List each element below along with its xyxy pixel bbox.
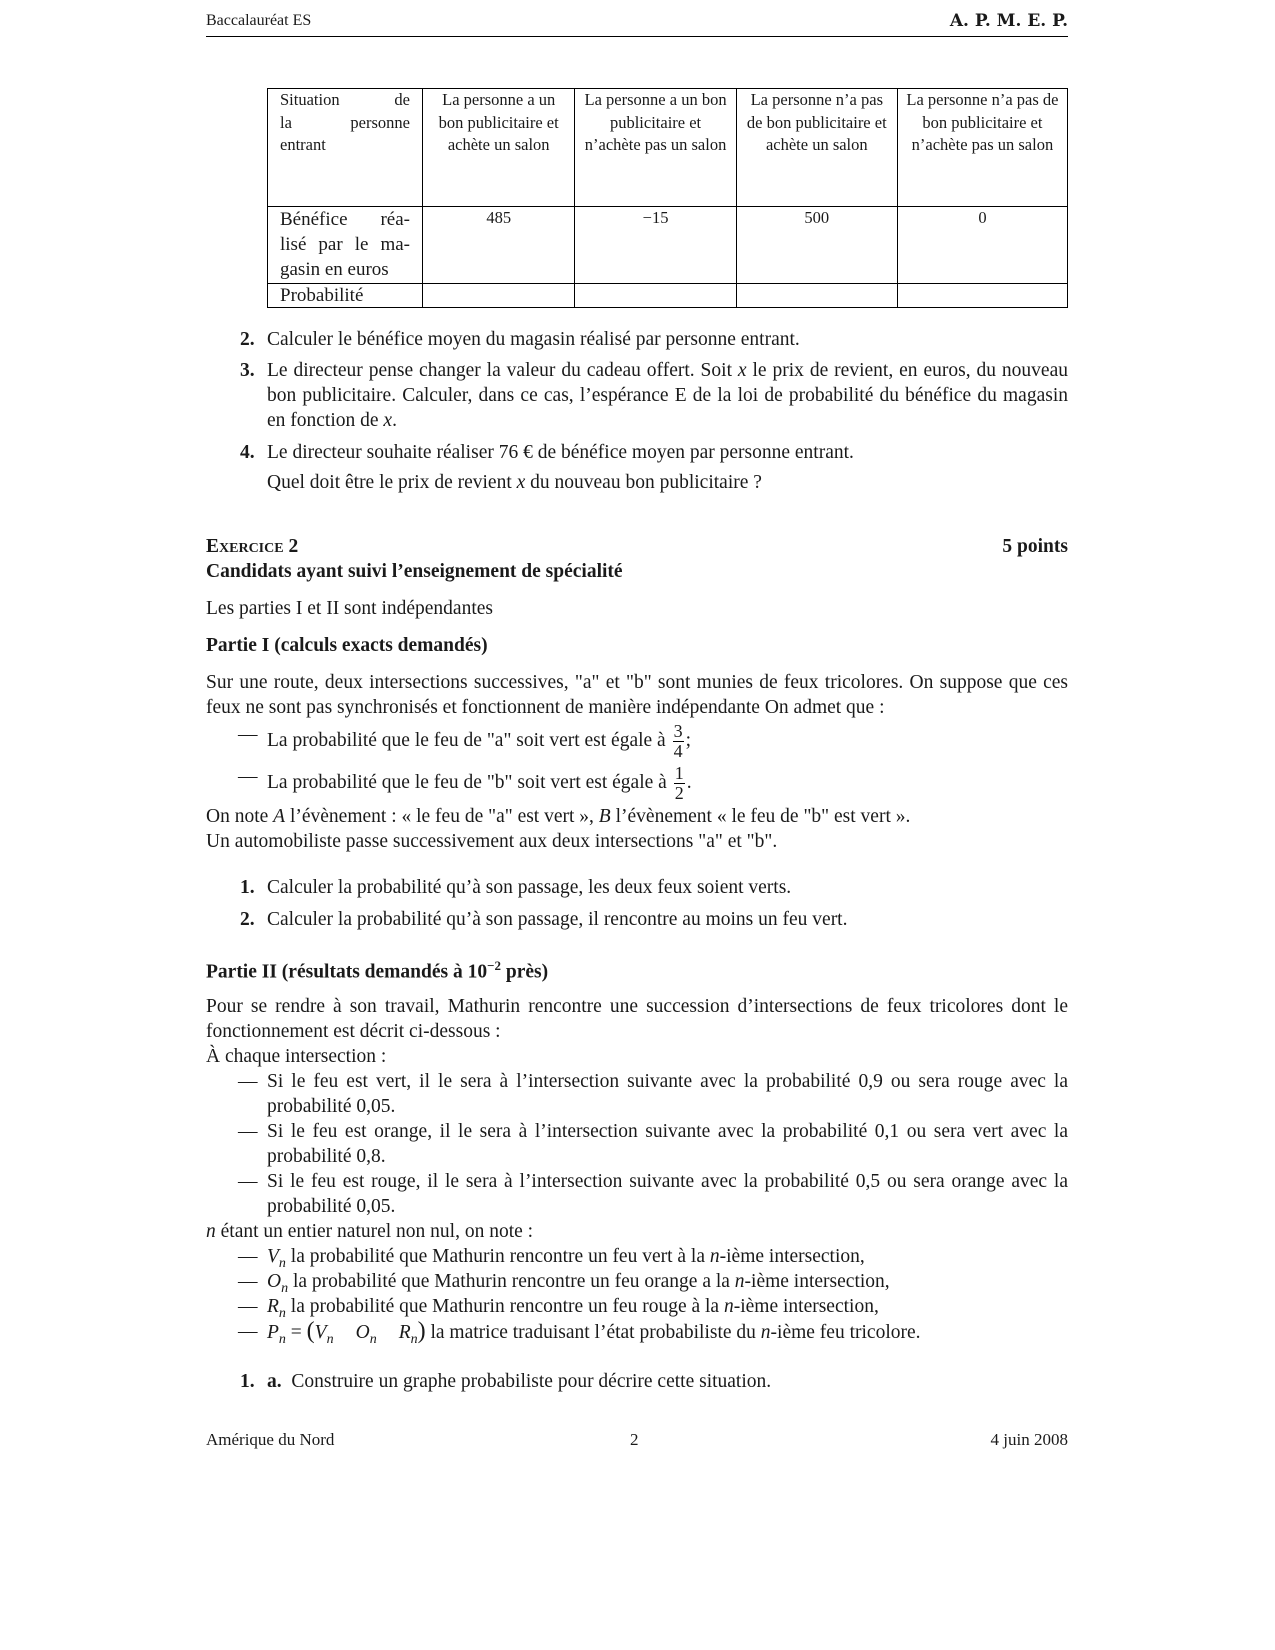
text-line	[267, 470, 1068, 495]
subscript-n: n	[278, 1255, 286, 1271]
subscript-n: n	[410, 1331, 418, 1347]
page-number: 2	[630, 1430, 639, 1449]
text-span: ;	[685, 729, 692, 751]
symbol-o: O	[267, 1271, 282, 1292]
exponent: −2	[487, 958, 502, 973]
event-b: B	[598, 806, 611, 827]
table-row-label: Bénéfice réa- lisé par le ma- gasin en euros	[268, 207, 423, 284]
text-span: près)	[501, 961, 549, 983]
label-word: la	[280, 112, 292, 132]
text-span: Quel doit être le prix de revient	[267, 472, 517, 493]
symbol-v: V	[267, 1246, 279, 1267]
question-number: 2.	[240, 909, 255, 930]
table-row	[268, 207, 1068, 284]
table-cell	[575, 284, 736, 308]
bullet-1	[206, 722, 1068, 762]
symbol-p: P	[267, 1322, 279, 1343]
table-cell	[423, 284, 575, 308]
subscript-n: n	[281, 1280, 289, 1296]
table-cell	[897, 284, 1067, 308]
text-span: La probabilité que le feu de "a" soit vert est égale à	[267, 729, 666, 751]
text-span: du nouveau bon publicitaire ?	[525, 472, 762, 493]
exercise-2-heading	[206, 534, 1068, 559]
matrix-bracket: (	[306, 1318, 315, 1344]
label-word: Situation	[280, 90, 340, 109]
variable-n: n	[734, 1271, 745, 1292]
text-span: Le directeur pense changer la valeur du cadeau offert. Soit	[267, 360, 738, 381]
text-span: La probabilité que le feu de "b" soit vert est égale à	[267, 771, 667, 793]
table-row	[268, 89, 1068, 207]
partie-1-title: Partie I (calculs exacts demandés)	[206, 635, 488, 656]
text-span: -ième intersection,	[744, 1271, 890, 1292]
variable-x: x	[737, 360, 747, 381]
numerator: 3	[673, 721, 683, 741]
header-right: A. P. M. E. P.	[949, 11, 1068, 31]
question-text	[267, 440, 1068, 495]
text-span: Construire un graphe probabiliste pour décrire cette situation.	[291, 1371, 772, 1392]
rule-3	[206, 1169, 1068, 1219]
question-text: Calculer le bénéfice moyen du magasin réalisé par personne entrant.	[267, 329, 800, 350]
note-line	[206, 804, 1068, 829]
symbol-o: O	[355, 1322, 370, 1343]
text-span: -ième intersection,	[719, 1246, 865, 1267]
page-header	[206, 10, 1068, 37]
question-number: 1.	[240, 877, 255, 898]
rule-text: Si le feu est vert, il le sera à l’intersection suivante avec la probabilité 0,9 ou sera rouge avec la probabilité 0,05.	[267, 1071, 1068, 1117]
label-word: de	[394, 90, 410, 109]
variable-n: n	[723, 1296, 734, 1317]
partie-2-text: Pour se rendre à son travail, Mathurin rencontre une succession d’intersections de feux tricolores dont le fonctionnement est décrit ci-dessous :	[206, 996, 1068, 1042]
text-span: la probabilité que Mathurin rencontre un feu rouge à la	[285, 1296, 724, 1317]
table-cell: −15	[575, 207, 736, 284]
dash: —	[238, 1296, 258, 1317]
question-text: Calculer la probabilité qu’à son passage, il rencontre au moins un feu vert.	[267, 909, 848, 930]
question-number: 3.	[240, 360, 255, 381]
symbol-r: R	[267, 1296, 279, 1317]
variable-n: n	[760, 1322, 771, 1343]
dash: —	[238, 1271, 258, 1292]
text-span: le prix de revient, en euros, du nouveau bon publicitaire. Calculer, dans ce cas, l’espérance E de la loi de probabilité du bénéfice du magasin en fonction de	[267, 360, 1068, 431]
text-line: Le directeur souhaite réaliser 76 € de bénéfice moyen par personne entrant.	[267, 442, 854, 463]
auto-line: Un automobiliste passe successivement aux deux intersections "a" et "b".	[206, 831, 778, 852]
rule-text: Si le feu est rouge, il le sera à l’intersection suivante avec la probabilité 0,5 ou sera orange avec la probabilité 0,05.	[267, 1171, 1068, 1217]
dash: —	[238, 1071, 258, 1092]
exercise-title: Exercice 2	[206, 536, 299, 557]
bullet-2	[206, 764, 1068, 804]
denominator: 2	[674, 783, 684, 803]
matrix	[306, 1318, 426, 1347]
table-cell: 500	[736, 207, 897, 284]
label-word: personne	[350, 112, 410, 132]
text-span: l’évènement « le feu de "b" est vert ».	[610, 806, 911, 827]
text-span: Partie II (résultats demandés à 10	[206, 961, 488, 983]
text-span: =	[285, 1322, 307, 1343]
symbol-r: R	[398, 1322, 411, 1343]
event-a: A	[273, 806, 286, 827]
text-span: la probabilité que Mathurin rencontre un feu vert à la	[285, 1246, 710, 1267]
text-span: -ième intersection,	[733, 1296, 879, 1317]
variable-n: n	[709, 1246, 720, 1267]
question-text: Calculer la probabilité qu’à son passage, les deux feux soient verts.	[267, 877, 792, 898]
bullet-text	[267, 722, 1068, 761]
header-left: Baccalauréat ES	[206, 12, 312, 29]
table-cell: La personne a un bon publicitaire et achète un salon	[423, 89, 575, 207]
table-cell: La personne n’a pas de bon publicitaire et n’achète pas un salon	[897, 89, 1067, 207]
text-span: .	[392, 410, 397, 431]
exercise-subtitle: Candidats ayant suivi l’enseignement de spécialité	[206, 561, 623, 582]
question-text	[267, 358, 1068, 433]
table-cell	[736, 284, 897, 308]
subscript-n: n	[278, 1305, 286, 1321]
subscript-n: n	[326, 1331, 334, 1347]
partie-1-text: Sur une route, deux intersections successives, "a" et "b" sont munies de feux tricolores. On suppose que ces feux ne sont pas synchronisés et fonctionnent de manière indépendante On admet que :	[206, 672, 1068, 718]
variable-n: n	[206, 1221, 216, 1242]
variable-x: x	[383, 410, 393, 431]
footer-left: Amérique du Nord	[206, 1430, 335, 1449]
table-cell: 0	[897, 207, 1067, 284]
text-span: -ième feu tricolore.	[770, 1322, 921, 1343]
question-number: 1.	[240, 1371, 255, 1392]
dash: —	[238, 724, 258, 745]
question-number: 2.	[240, 329, 255, 350]
rule-2	[206, 1119, 1068, 1169]
numerator: 1	[674, 763, 684, 783]
n-line	[206, 1219, 1068, 1244]
dash: —	[238, 1246, 258, 1267]
benefit-table	[267, 88, 1068, 308]
partie-2-title	[206, 953, 1068, 985]
symbol-v: V	[314, 1322, 327, 1343]
intro-text: Les parties I et II sont indépendantes	[206, 598, 493, 619]
table-cell: 485	[423, 207, 575, 284]
fraction	[673, 722, 684, 761]
table-row-label	[268, 89, 423, 207]
table-row-label: Probabilité	[268, 284, 423, 308]
matrix-bracket: )	[417, 1318, 426, 1344]
rule-1	[206, 1069, 1068, 1119]
subscript-n: n	[278, 1331, 286, 1347]
fraction	[674, 764, 685, 803]
text-span: la probabilité que Mathurin rencontre un feu orange a la	[288, 1271, 735, 1292]
bullet-text	[267, 764, 1068, 803]
rule-text: Si le feu est orange, il le sera à l’intersection suivante avec la probabilité 0,1 ou sera vert avec la probabilité 0,8.	[267, 1121, 1068, 1167]
def-text	[267, 1319, 1068, 1352]
sub-question-letter: a.	[267, 1371, 282, 1392]
variable-x: x	[516, 472, 526, 493]
label-word: entrant	[280, 135, 326, 154]
chaque-line: À chaque intersection :	[206, 1046, 387, 1067]
dash: —	[238, 1321, 258, 1342]
dash: —	[238, 1171, 258, 1192]
question-number: 4.	[240, 442, 255, 463]
denominator: 4	[673, 741, 683, 761]
table-cell: La personne n’a pas de bon publicitaire et achète un salon	[736, 89, 897, 207]
footer-date: 4 juin 2008	[990, 1430, 1068, 1449]
dash: —	[238, 766, 258, 787]
subscript-n: n	[369, 1331, 377, 1347]
text-span: la matrice traduisant l’état probabiliste du	[425, 1322, 761, 1343]
exercise-points: 5 points	[1002, 536, 1068, 557]
table-row	[268, 284, 1068, 308]
table-cell: La personne a un bon publicitaire et n’achète pas un salon	[575, 89, 736, 207]
dash: —	[238, 1121, 258, 1142]
text-span: l’évènement : « le feu de "a" est vert »,	[285, 806, 599, 827]
text-span: étant un entier naturel non nul, on note :	[215, 1221, 534, 1242]
text-span: .	[686, 771, 692, 793]
text-span: On note	[206, 806, 274, 827]
question-text	[267, 1369, 1068, 1394]
